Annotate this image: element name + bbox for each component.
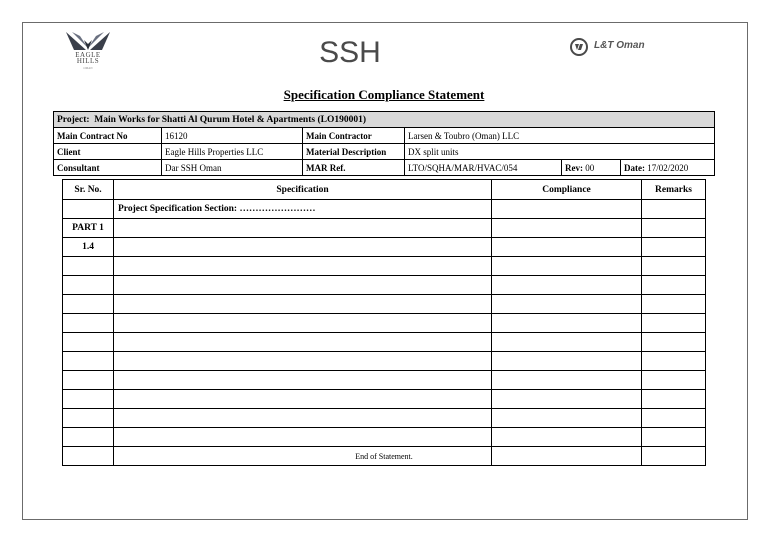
section-cell: Project Specification Section: ……………………: [114, 200, 492, 219]
table-cell: [642, 200, 706, 219]
rev-label: Rev:: [565, 162, 583, 173]
specification-table: [62, 179, 706, 466]
table-cell: [63, 333, 114, 352]
info-row: [54, 144, 715, 160]
date-label: Date:: [624, 162, 645, 173]
table-cell: [642, 295, 706, 314]
table-cell: [114, 390, 492, 409]
project-label: Project:: [57, 114, 90, 125]
info-label: MAR Ref.: [303, 160, 405, 176]
table-cell: [114, 314, 492, 333]
table-cell: [114, 219, 492, 238]
table-cell: [63, 314, 114, 333]
project-row: [54, 112, 715, 128]
table-cell: [492, 295, 642, 314]
info-value: DX split units: [405, 144, 715, 160]
document-title: Specification Compliance Statement: [283, 87, 485, 102]
info-label: Consultant: [54, 160, 162, 176]
part-cell: PART 1: [63, 219, 114, 238]
table-cell: [63, 371, 114, 390]
table-cell: [642, 352, 706, 371]
table-cell: [114, 295, 492, 314]
lt-oman-logo-text: L&T Oman: [594, 40, 645, 51]
table-cell: [492, 200, 642, 219]
table-row: [63, 257, 706, 276]
info-label: Client: [54, 144, 162, 160]
table-cell: [492, 238, 642, 257]
table-cell: [114, 257, 492, 276]
lt-oman-logo: [570, 38, 660, 60]
header-remarks: Remarks: [642, 180, 706, 200]
info-label: Main Contractor: [303, 128, 405, 144]
table-cell: [642, 314, 706, 333]
info-value: Eagle Hills Properties LLC: [162, 144, 303, 160]
table-cell: [63, 295, 114, 314]
table-row: [63, 371, 706, 390]
table-cell: [492, 390, 642, 409]
table-row: [63, 219, 706, 238]
table-cell: [63, 409, 114, 428]
table-cell: [642, 390, 706, 409]
spec-header-row: [63, 180, 706, 200]
table-row: [63, 238, 706, 257]
table-row: [63, 333, 706, 352]
table-cell: [642, 447, 706, 466]
table-row: [63, 314, 706, 333]
project-value: Main Works for Shatti Al Qurum Hotel & Apartments (LO190001): [94, 114, 367, 125]
rev-value: 00: [585, 162, 595, 173]
header-compliance: Compliance: [492, 180, 642, 200]
info-value: Larsen & Toubro (Oman) LLC: [405, 128, 715, 144]
header-sr-no: Sr. No.: [63, 180, 114, 200]
table-cell: [642, 276, 706, 295]
table-cell: [492, 314, 642, 333]
project-cell: [54, 112, 715, 128]
table-cell: [492, 276, 642, 295]
info-value: 16120: [162, 128, 303, 144]
table-row: [63, 352, 706, 371]
table-cell: [63, 390, 114, 409]
table-cell: [492, 428, 642, 447]
info-row: [54, 160, 715, 176]
table-cell: [492, 371, 642, 390]
ssh-logo-title: SSH: [319, 36, 381, 69]
table-row: [63, 295, 706, 314]
info-label: Main Contract No: [54, 128, 162, 144]
project-info-table: [53, 111, 715, 176]
table-cell: [642, 238, 706, 257]
date-cell: [621, 160, 715, 176]
table-cell: [114, 352, 492, 371]
table-cell: [492, 333, 642, 352]
item-cell: 1.4: [63, 238, 114, 257]
info-value: LTO/SQHA/MAR/HVAC/054: [405, 160, 562, 176]
table-cell: [63, 200, 114, 219]
table-cell: [114, 276, 492, 295]
end-of-statement: End of Statement.: [355, 452, 413, 461]
info-value: Dar SSH Oman: [162, 160, 303, 176]
table-cell: [114, 238, 492, 257]
table-cell: [63, 352, 114, 371]
table-row: [63, 200, 706, 219]
info-row: [54, 128, 715, 144]
table-cell: [492, 409, 642, 428]
table-cell: [63, 447, 114, 466]
table-cell: [492, 219, 642, 238]
table-cell: [114, 428, 492, 447]
date-value: 17/02/2020: [647, 162, 689, 173]
table-cell: [63, 257, 114, 276]
table-row: [63, 409, 706, 428]
table-cell: [642, 371, 706, 390]
table-row: [63, 428, 706, 447]
table-cell: [642, 219, 706, 238]
table-row: [63, 390, 706, 409]
table-row: [63, 276, 706, 295]
info-label: Material Description: [303, 144, 405, 160]
table-cell: [492, 447, 642, 466]
table-cell: [642, 257, 706, 276]
lt-logo-icon: [570, 38, 588, 56]
eagle-hills-logo: [64, 30, 112, 78]
table-cell: [114, 409, 492, 428]
table-cell: [642, 409, 706, 428]
table-cell: [63, 428, 114, 447]
table-cell: [114, 371, 492, 390]
table-cell: [492, 257, 642, 276]
table-cell: [642, 428, 706, 447]
table-cell: [642, 333, 706, 352]
table-cell: [114, 333, 492, 352]
table-cell: [63, 276, 114, 295]
rev-cell: [562, 160, 621, 176]
header-specification: Specification: [114, 180, 492, 200]
eagle-hills-logo-text: EAGLE HILLS: [75, 51, 101, 65]
table-cell: [492, 352, 642, 371]
eagle-hills-logo-subtext: OMAN: [83, 66, 93, 70]
